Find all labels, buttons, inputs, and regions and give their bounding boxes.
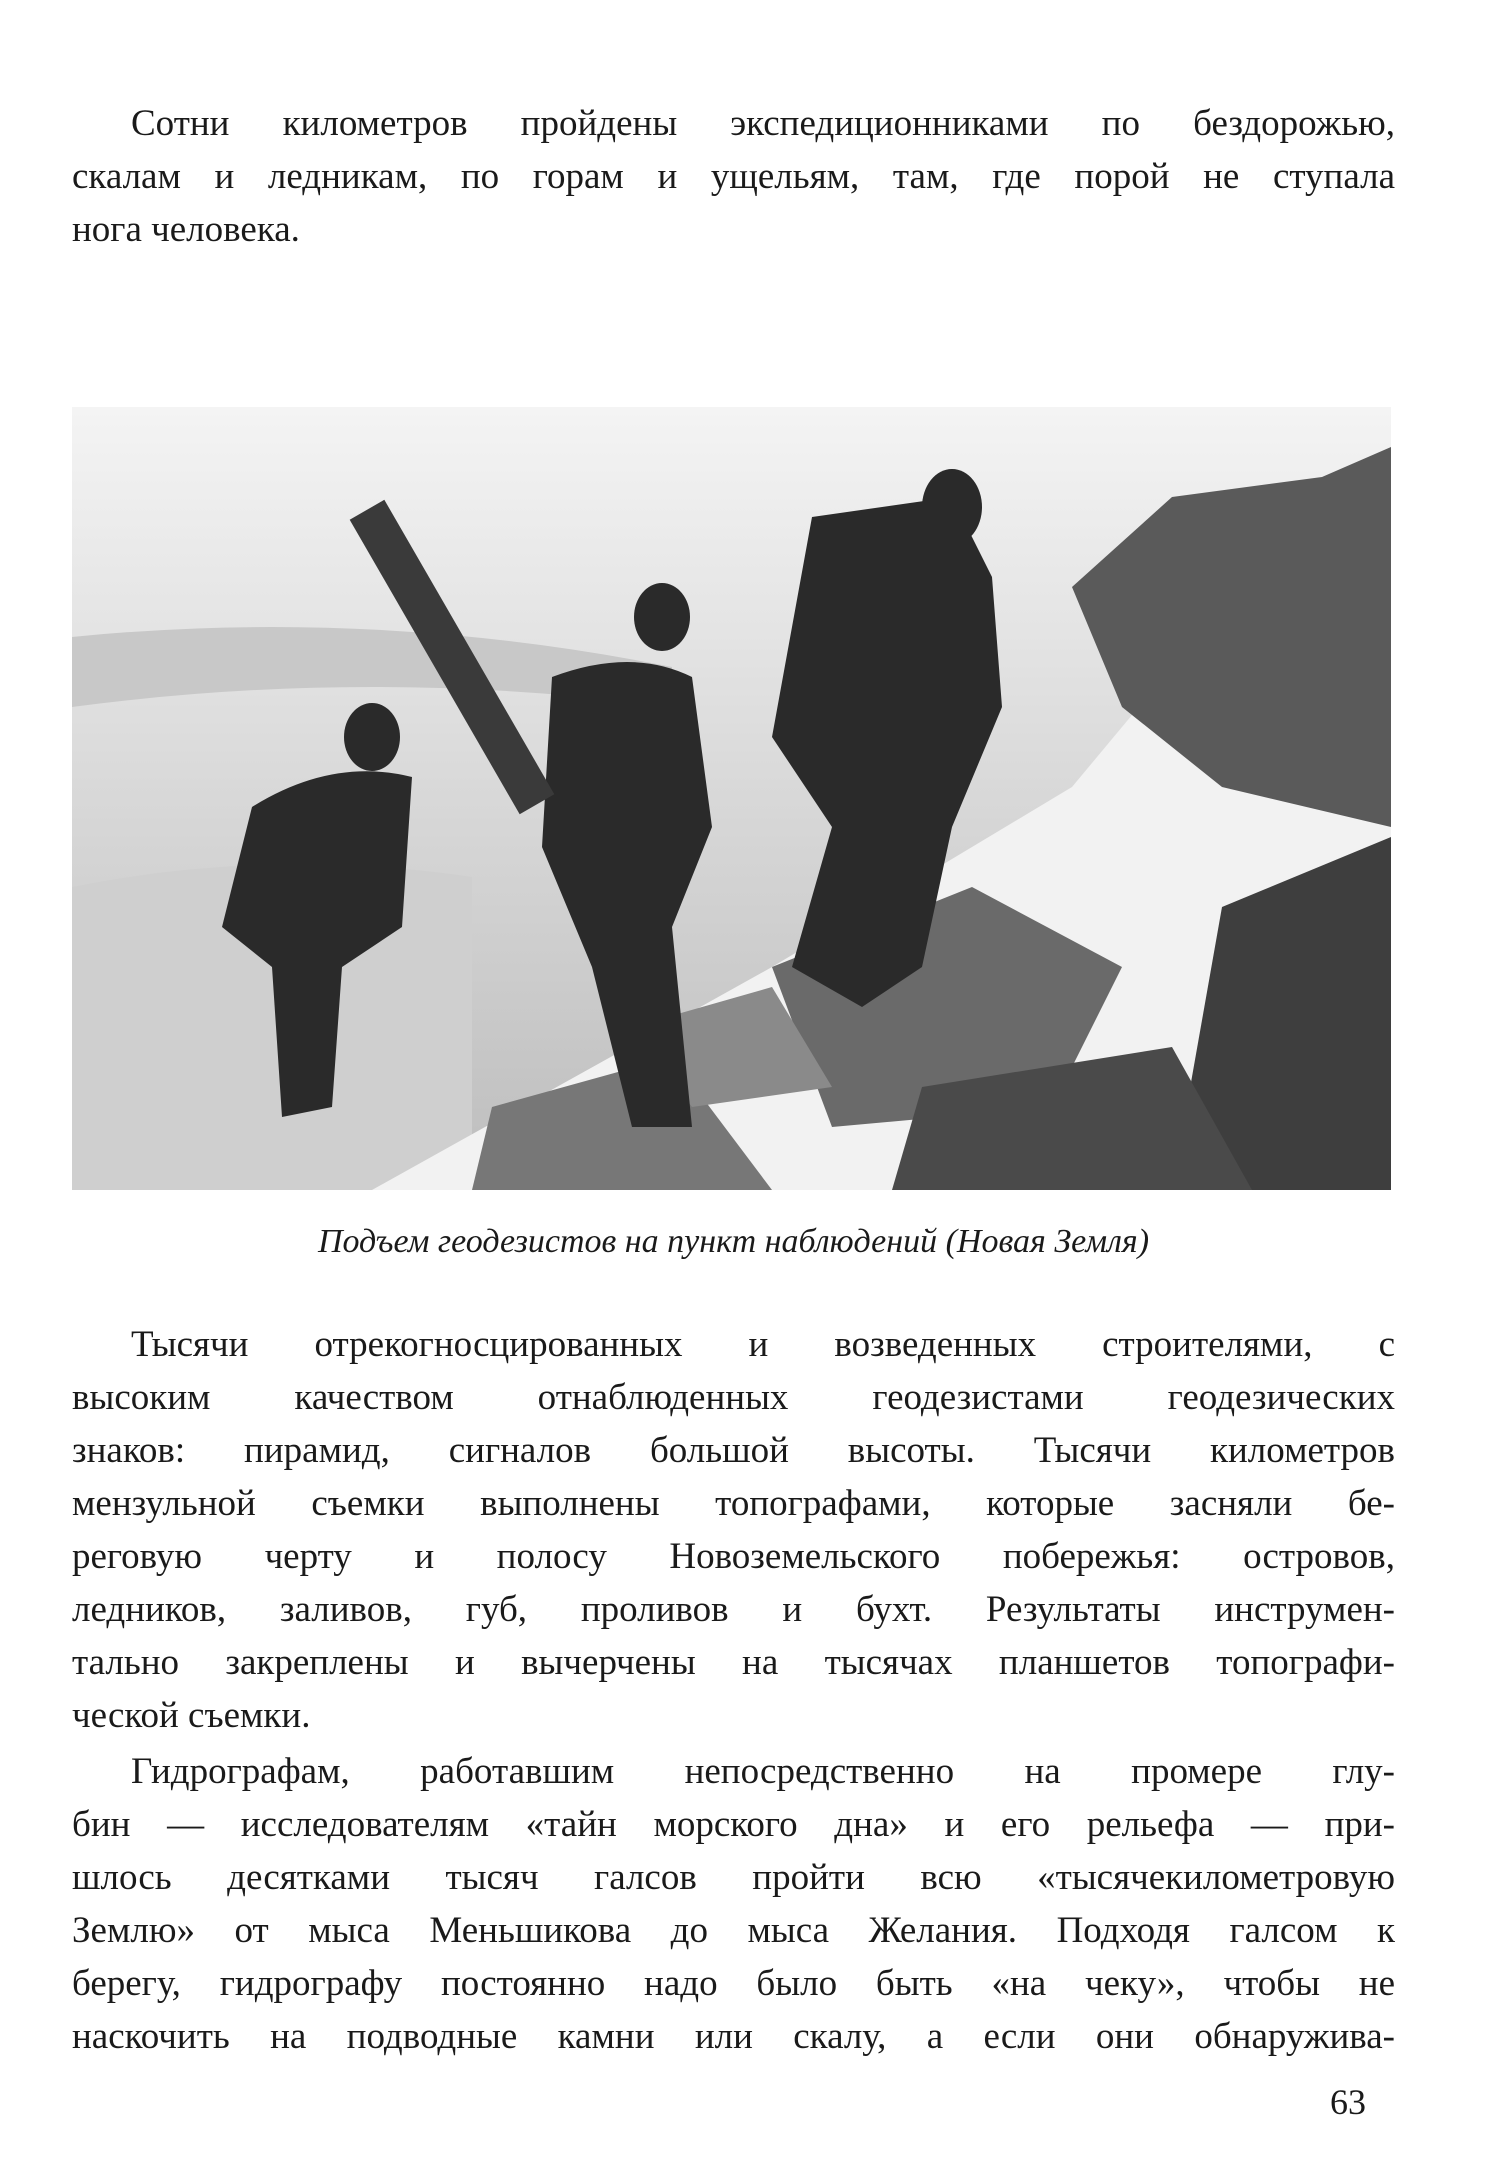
text-line: тально закреплены и вычерчены на тысячах планшетов топографи- (72, 1642, 1395, 1683)
paragraph-1 (72, 97, 1395, 256)
text-line: ледников, заливов, губ, проливов и бухт. Результаты инструмен- (72, 1589, 1395, 1630)
page-number: 63 (1330, 2082, 1366, 2122)
text-line: Тысячи отрекогносцированных и возведенных строителями, с (131, 1324, 1395, 1365)
text-line: Сотни километров пройдены экспедиционниками по бездорожью, (131, 103, 1395, 144)
text-line: наскочить на подводные камни или скалу, а если они обнаружива- (72, 2016, 1395, 2057)
text-line: реговую черту и полосу Новоземельского побережья: островов, (72, 1536, 1395, 1577)
text-line: нога человека. (72, 209, 300, 250)
text-line: знаков: пирамид, сигналов большой высоты. Тысячи километров (72, 1430, 1395, 1471)
text-line: скалам и ледникам, по горам и ущельям, там, где порой не ступала (72, 156, 1395, 197)
text-line: Гидрографам, работавшим непосредственно на промере глу- (131, 1751, 1395, 1792)
text-line: шлось десятками тысяч галсов пройти всю «тысячекилометровую (72, 1857, 1395, 1898)
text-line: Землю» от мыса Меньшикова до мыса Желания. Подходя галсом к (72, 1910, 1395, 1951)
text-line: бин — исследователям «тайн морского дна» и его рельефа — при- (72, 1804, 1395, 1845)
text-line: мензульной съемки выполнены топографами, которые засняли бе- (72, 1483, 1395, 1524)
photo-caption: Подъем геодезистов на пункт наблюдений (Новая Земля) (317, 1223, 1150, 1260)
paragraph-3 (72, 1745, 1395, 2063)
paragraph-2 (72, 1318, 1395, 1742)
text-line: берегу, гидрографу постоянно надо было быть «на чеку», чтобы не (72, 1963, 1395, 2004)
text-line: высоким качеством отнаблюденных геодезистами геодезических (72, 1377, 1395, 1418)
photo-geodesists-climbing (72, 407, 1391, 1190)
text-line: ческой съемки. (72, 1695, 311, 1736)
